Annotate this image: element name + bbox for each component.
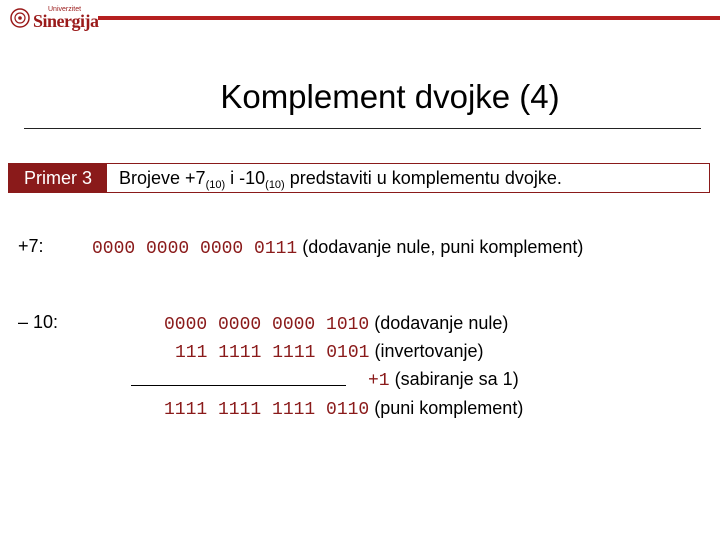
statement-part-2: i -10 [225, 168, 266, 188]
row-binary: 0000 0000 0000 1010 [164, 315, 370, 335]
example-box [8, 163, 710, 193]
example-label: Primer 3 [9, 164, 107, 192]
logo-university-label: Univerzitet [48, 6, 82, 13]
minus10-label: – 10: [18, 312, 59, 332]
minus10-row-3 [368, 369, 519, 391]
row-binary: 111 1111 1111 0101 [175, 343, 370, 363]
statement-part-3: predstaviti u komplementu dvojke. [284, 168, 562, 188]
row-note: (invertovanje) [374, 341, 484, 361]
plus7-note: (dodavanje nule, puni komplement) [302, 237, 584, 257]
logo-name: Sinergija [33, 11, 99, 31]
logo-emblem-icon [10, 8, 30, 28]
statement-sub-2: (10) [265, 179, 285, 191]
title-divider [24, 128, 701, 129]
slide-title: Komplement dvojke (4) [220, 78, 560, 115]
row-binary: +1 [368, 371, 390, 391]
row-note: (dodavanje nule) [374, 313, 509, 333]
statement-sub-1: (10) [205, 179, 226, 191]
minus10-row-1 [164, 313, 508, 335]
plus7-binary: 0000 0000 0000 0111 [92, 239, 298, 259]
row-note: (sabiranje sa 1) [394, 369, 519, 389]
row-binary: 1111 1111 1111 0110 [164, 400, 370, 420]
plus7-row [92, 237, 583, 259]
minus10-row-4 [164, 398, 523, 420]
example-statement [119, 168, 562, 191]
plus7-label: +7: [18, 236, 44, 256]
statement-part-1: Brojeve +7 [119, 168, 206, 188]
header-bar [98, 16, 720, 20]
minus10-row-2 [175, 341, 484, 363]
university-logo [8, 4, 98, 32]
sum-underline [131, 385, 346, 386]
row-note: (puni komplement) [374, 398, 524, 418]
